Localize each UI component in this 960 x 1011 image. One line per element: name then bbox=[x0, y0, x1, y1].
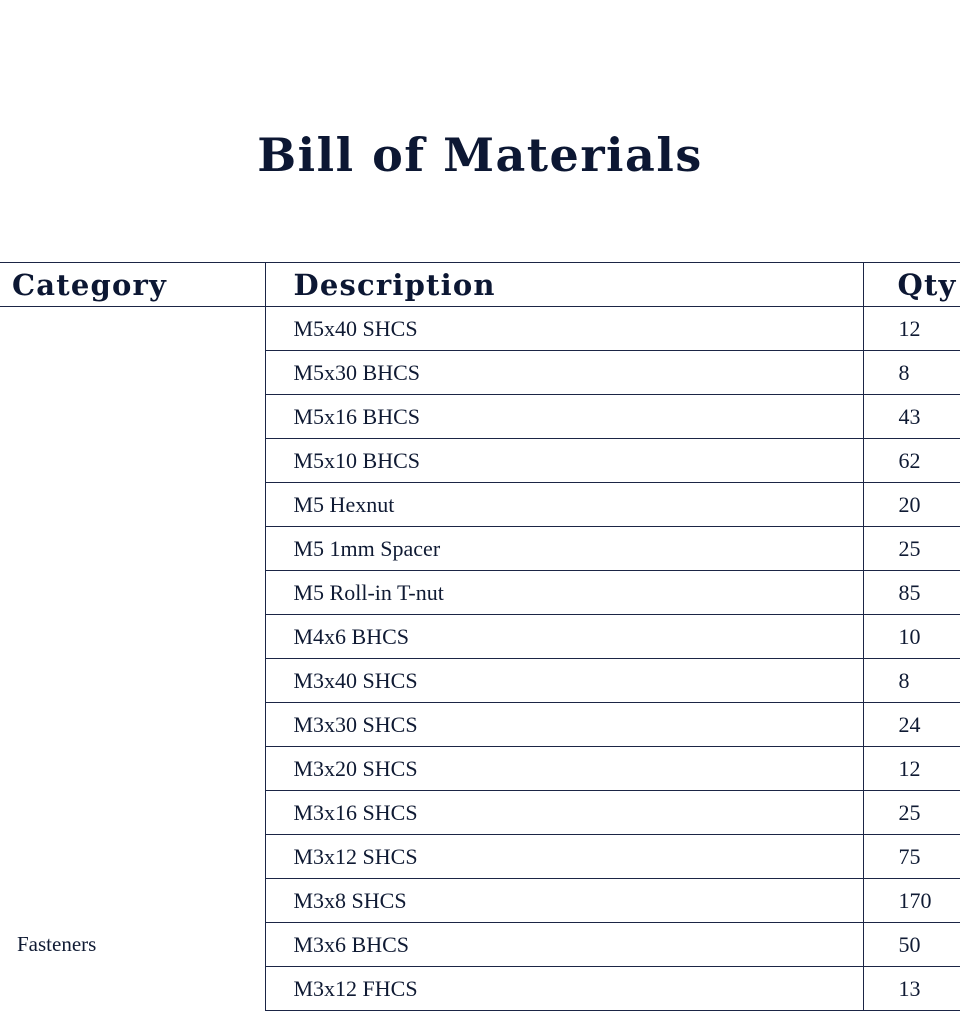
description-cell: M3x16 SHCS bbox=[265, 791, 863, 835]
page-title: Bill of Materials bbox=[257, 128, 703, 182]
description-cell: M5x16 BHCS bbox=[265, 395, 863, 439]
table-row bbox=[0, 527, 960, 571]
description-cell: M5 Roll-in T-nut bbox=[265, 571, 863, 615]
category-cell bbox=[0, 483, 265, 527]
table-row bbox=[0, 307, 960, 351]
bom-table bbox=[0, 262, 960, 1011]
category-cell bbox=[0, 527, 265, 571]
category-cell bbox=[0, 879, 265, 923]
table-row bbox=[0, 923, 960, 967]
category-cell bbox=[0, 659, 265, 703]
table-row bbox=[0, 615, 960, 659]
qty-cell: 24 bbox=[863, 703, 960, 747]
category-cell bbox=[0, 307, 265, 351]
table-row bbox=[0, 747, 960, 791]
table-row bbox=[0, 659, 960, 703]
qty-cell: 75 bbox=[863, 835, 960, 879]
table-row bbox=[0, 395, 960, 439]
table-row bbox=[0, 703, 960, 747]
description-cell: M5 1mm Spacer bbox=[265, 527, 863, 571]
qty-cell: 62 bbox=[863, 439, 960, 483]
qty-cell: 10 bbox=[863, 615, 960, 659]
table-row bbox=[0, 351, 960, 395]
category-cell: Fasteners bbox=[17, 932, 97, 956]
qty-cell: 8 bbox=[863, 351, 960, 395]
category-cell bbox=[0, 395, 265, 439]
header-row bbox=[0, 263, 960, 307]
table-row bbox=[0, 835, 960, 879]
description-cell: M3x12 FHCS bbox=[265, 967, 863, 1011]
table-header bbox=[0, 263, 960, 307]
qty-cell: 25 bbox=[863, 791, 960, 835]
qty-cell: 25 bbox=[863, 527, 960, 571]
qty-cell: 43 bbox=[863, 395, 960, 439]
description-cell: M3x20 SHCS bbox=[265, 747, 863, 791]
category-cell bbox=[0, 571, 265, 615]
qty-cell: 12 bbox=[863, 747, 960, 791]
category-cell bbox=[0, 703, 265, 747]
category-cell bbox=[0, 967, 265, 1011]
category-cell bbox=[0, 439, 265, 483]
description-cell: M3x12 SHCS bbox=[265, 835, 863, 879]
description-cell: M3x8 SHCS bbox=[265, 879, 863, 923]
category-cell bbox=[0, 747, 265, 791]
qty-cell: 50 bbox=[863, 923, 960, 967]
table-row bbox=[0, 439, 960, 483]
qty-cell: 170 bbox=[863, 879, 960, 923]
description-cell: M5x10 BHCS bbox=[265, 439, 863, 483]
category-cell bbox=[0, 835, 265, 879]
table-row bbox=[0, 967, 960, 1011]
description-cell: M4x6 BHCS bbox=[265, 615, 863, 659]
table-body bbox=[0, 307, 960, 1011]
description-cell: M3x6 BHCS bbox=[265, 923, 863, 967]
table-row bbox=[0, 483, 960, 527]
qty-cell: 8 bbox=[863, 659, 960, 703]
description-cell: M5x40 SHCS bbox=[265, 307, 863, 351]
description-cell: M3x30 SHCS bbox=[265, 703, 863, 747]
table-row bbox=[0, 791, 960, 835]
qty-cell: 12 bbox=[863, 307, 960, 351]
column-header-description: Description bbox=[265, 263, 863, 307]
table-row bbox=[0, 879, 960, 923]
column-header-qty: Qty bbox=[863, 263, 960, 307]
column-header-category: Category bbox=[0, 263, 265, 307]
category-cell bbox=[0, 351, 265, 395]
description-cell: M3x40 SHCS bbox=[265, 659, 863, 703]
qty-cell: 20 bbox=[863, 483, 960, 527]
category-cell bbox=[0, 615, 265, 659]
description-cell: M5x30 BHCS bbox=[265, 351, 863, 395]
description-cell: M5 Hexnut bbox=[265, 483, 863, 527]
category-cell bbox=[0, 791, 265, 835]
table-row bbox=[0, 571, 960, 615]
qty-cell: 85 bbox=[863, 571, 960, 615]
qty-cell: 13 bbox=[863, 967, 960, 1011]
